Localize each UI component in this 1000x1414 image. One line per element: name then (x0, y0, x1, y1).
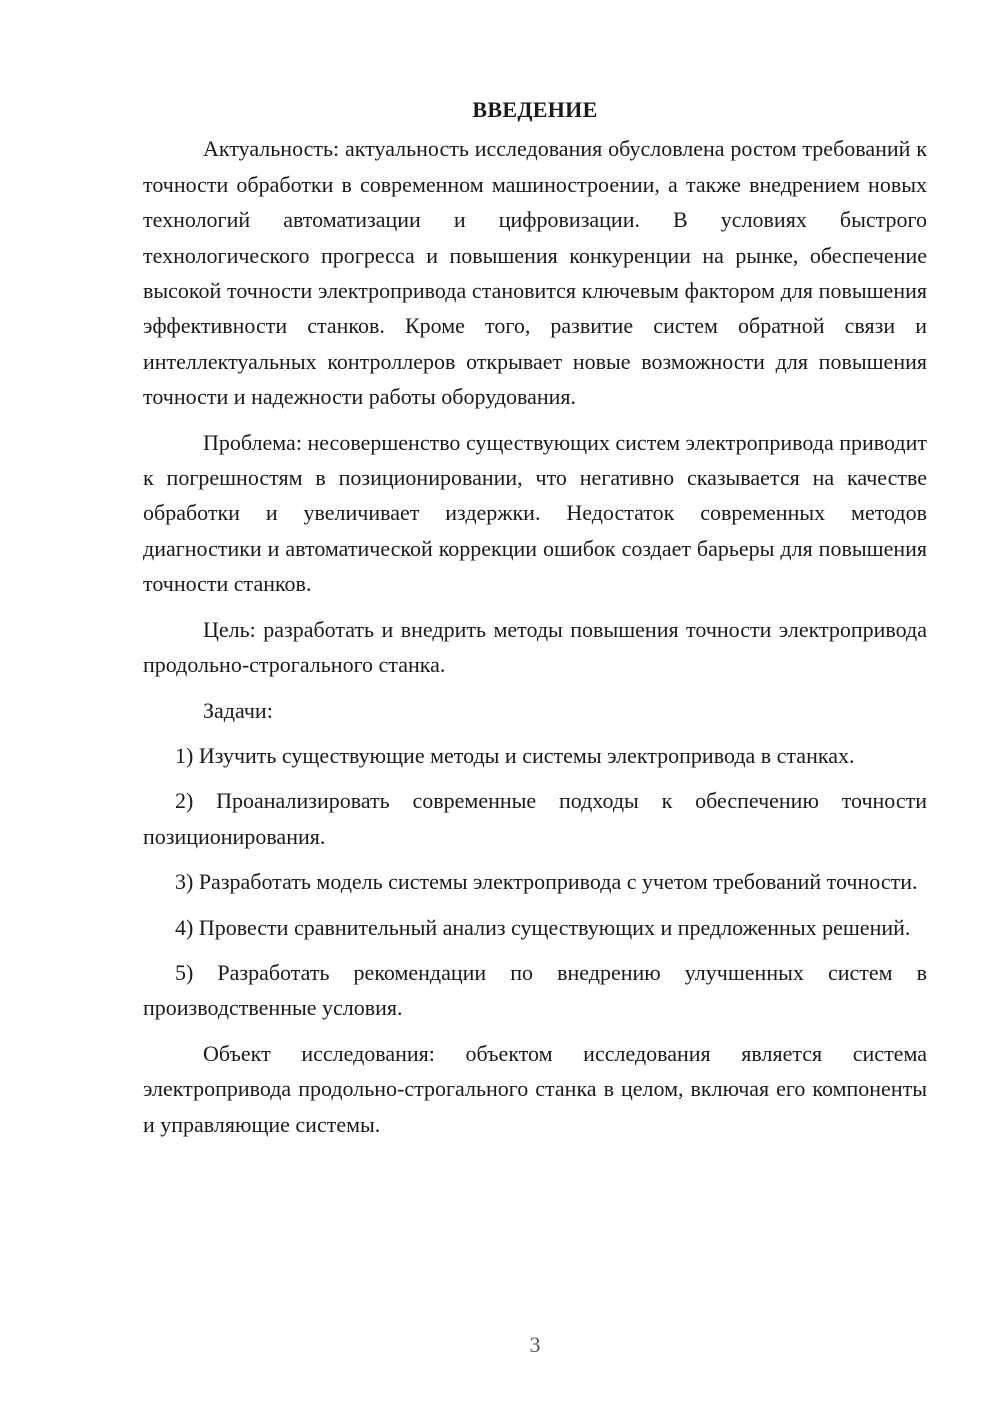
goal-paragraph: Цель: разработать и внедрить методы повышения точности электропривода продольно-строгального станка. (143, 616, 927, 678)
task-item-2: 2) Проанализировать современные подходы к обеспечению точности позиционирования. (143, 788, 927, 849)
section-title: ВВЕДЕНИЕ (472, 97, 598, 122)
task-item-3: 3) Разработать модель системы электропривода с учетом требований точности. (175, 869, 918, 895)
task-item-5: 5) Разработать рекомендации по внедрению улучшенных систем в производственные условия. (143, 959, 927, 1021)
task-item-1: 1) Изучить существующие методы и системы электропривода в станках. (175, 742, 855, 768)
object-paragraph: Объект исследования: объектом исследования является система электропривода продольно-строгального станка в целом, включая его компоненты и управляющие системы. (143, 1040, 927, 1137)
task-item-4: 4) Провести сравнительный анализ существующих и предложенных решений. (175, 914, 911, 940)
document-page (143, 92, 927, 1152)
page-number: 3 (529, 1332, 541, 1357)
problem-paragraph: Проблема: несовершенство существующих систем электропривода приводит к погрешностям в позиционировании, что негативно сказывается на качестве обработки и увеличивает издержки. Недостаток современных методов диагностики и автоматической коррекции ошибок создает барьеры для повышения точности станков. (143, 429, 927, 597)
relevance-paragraph: Актуальность: актуальность исследования обусловлена ростом требований к точности обработки в современном машиностроении, а также внедрением новых технологий автоматизации и цифровизации. В условиях быстрого технологического прогресса и повышения конкуренции на рынке, обеспечение высокой точности электропривода становится ключевым фактором для повышения эффективности станков. Кроме того, развитие систем обратной связи и интеллектуальных контроллеров открывает новые возможности для повышения точности и надежности работы оборудования. (143, 136, 927, 410)
tasks-label: Задачи: (203, 697, 273, 723)
